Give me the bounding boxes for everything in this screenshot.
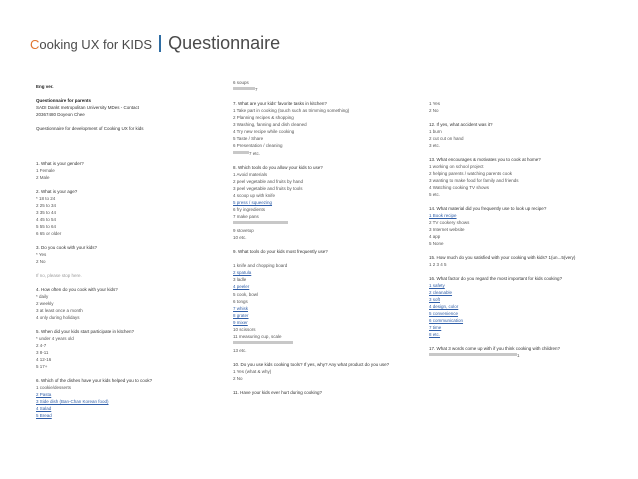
questionnaire-line: 13. What encourages & motivates you to cook at home? <box>429 157 541 162</box>
questionnaire-line: 7 <box>233 87 258 93</box>
questionnaire-line: 9 mixer <box>233 319 248 325</box>
questionnaire-line: 2. What is your age? <box>36 189 78 194</box>
questionnaire-line: 1 Book recipe <box>429 213 457 218</box>
questionnaire-line: 1 Avoid materials <box>233 171 268 177</box>
questionnaire-line: 6 Presentation / cleaning <box>233 143 283 149</box>
questionnaire-line: 3 wanting to make food for family and friends <box>429 178 519 183</box>
questionnaire-line: 1 Female <box>36 168 55 173</box>
questionnaire-line: 10 etc. <box>233 235 247 241</box>
brand-initial: C <box>30 37 40 52</box>
questionnaire-line: Questionnaire for development of Cooking UX for kids <box>36 126 144 131</box>
questionnaire-line: Questionnaire for parents <box>36 98 92 103</box>
questionnaire-line: Eng ver. <box>36 84 54 89</box>
questionnaire-line: 1 2 3 4 5 <box>429 262 447 267</box>
questionnaire-line: 3 Washing, fanning and dish cleaned <box>233 122 307 128</box>
questionnaire-line: 4 design, color <box>429 304 459 309</box>
questionnaire-line: 2 weekly <box>36 301 54 306</box>
questionnaire-line: 6 tongs <box>233 298 248 304</box>
questionnaire-line: 10. Do you use kids cooking tools? If yes, why? Any what product do you use? <box>233 362 390 367</box>
questionnaire-line: 4 only during holidays <box>36 315 80 320</box>
questionnaire-line: 1. What is your gender? <box>36 161 84 166</box>
questionnaire-line <box>233 341 293 347</box>
questionnaire-line: 4 Try new recipe while cooking <box>233 129 295 135</box>
questionnaire-line: 2 cut cut on hand <box>429 136 464 141</box>
questionnaire-line: 1 <box>429 353 520 359</box>
questionnaire-line: If no, please stop here. <box>36 273 82 278</box>
questionnaire-line: 4 Watching cooking TV shows <box>429 185 490 190</box>
questionnaire-line: 14. What material did you frequently use to look up recipe? <box>429 206 547 211</box>
questionnaire-line: * 18 to 24 <box>36 196 56 201</box>
questionnaire-line: 7 etc. <box>233 151 260 157</box>
questionnaire-line: 6 soups <box>233 80 249 85</box>
questionnaire-line: * daily <box>36 294 49 299</box>
questionnaire-line: 17. What 3 words come up with if you think cooking with children? <box>429 346 561 351</box>
questionnaire-line: 5 cook, bowl <box>233 291 259 297</box>
questionnaire-line: 5 press / squeezing <box>233 199 273 205</box>
questionnaire-line: 4 Salad <box>36 406 52 411</box>
questionnaire-line: 5 55 to 64 <box>36 224 57 229</box>
questionnaire-line: 1 knife and chopping board <box>233 263 288 269</box>
questionnaire-line: 3 Side dish (Ban-Chan Korean food) <box>36 399 109 404</box>
slide-header <box>30 33 280 59</box>
questionnaire-line: 7 whisk <box>233 305 249 311</box>
questionnaire-line: 13 etc. <box>233 347 247 353</box>
questionnaire-line: 3 etc. <box>429 143 441 148</box>
questionnaire-line <box>233 221 288 227</box>
questionnaire-line: 2 TV cookery shows <box>429 220 470 225</box>
questionnaire-line: 3. Do you cook with your kids? <box>36 245 98 250</box>
questionnaire-line: 6. Which of the dishes have your kids helped you to cook? <box>36 378 153 383</box>
questionnaire-line: 8 grater <box>233 312 249 318</box>
questionnaire-line: 20367480 Doyeon Chee <box>36 112 85 117</box>
questionnaire-line: 7. What are your kids' favorite tasks in kitchen? <box>233 101 327 107</box>
questionnaire-line: 11. Have your kids ever hurt during cooking? <box>233 390 322 396</box>
questionnaire-line: 1 Yes (what & why) <box>233 369 272 375</box>
questionnaire-line: 1 cookie/desserts <box>36 385 72 390</box>
questionnaire-line: 6 communication <box>429 318 464 323</box>
questionnaire-line: 5 etc. <box>429 192 441 197</box>
questionnaire-line: 7 time <box>429 325 442 330</box>
questionnaire-line: 9 stovetop <box>233 228 254 234</box>
questionnaire-line: 5. When did your kids start participate in kitchen? <box>36 329 135 334</box>
questionnaire-line: 3 ladle <box>233 277 247 283</box>
questionnaire-line: 5 17+ <box>36 364 48 369</box>
questionnaire-line: 4 scoop up with knife <box>233 192 276 198</box>
questionnaire-line: 2 25 to 34 <box>36 203 57 208</box>
questionnaire-line: 5 Bread <box>36 413 52 418</box>
questionnaire-line: 8 etc. <box>429 332 441 337</box>
questionnaire-line: * Yes <box>36 252 47 257</box>
questionnaire-line: 8. Which tools do you allow your kids to use? <box>233 164 323 170</box>
questionnaire-line: 3 Internet website <box>429 227 465 232</box>
questionnaire-line: 3 soft <box>429 297 441 302</box>
questionnaire-line: 15. How much do you satisfied with your cooking with kids? 1(un...5(very) <box>429 255 576 260</box>
questionnaire-line: 1 Take part in cooking (touch such as trimming something) <box>233 108 350 114</box>
questionnaire-line: SADI Dankt metropolitan University MDes - Contact <box>36 105 140 110</box>
questionnaire-line: 2 cleanable <box>429 290 453 295</box>
questionnaire-line: 10 scissors <box>233 326 256 332</box>
questionnaire-line: 2 Planning recipes & shopping <box>233 115 294 121</box>
brand-name: ooking UX for KIDS <box>39 37 153 52</box>
questionnaire-line: 4 45 to 54 <box>36 217 57 222</box>
questionnaire-line: 11 measuring cup, scale <box>233 333 282 339</box>
questionnaire-line: 1 safety <box>429 283 445 288</box>
questionnaire-line: 9. What tools do your kids most frequently use? <box>233 249 328 255</box>
questionnaire-line: 2 No <box>36 259 46 264</box>
questionnaire-line: 16. What factor do you regard the most important for kids cooking? <box>429 276 563 281</box>
questionnaire-line: 2 No <box>429 108 439 113</box>
questionnaire-line: 2 No <box>233 376 243 382</box>
questionnaire-line: 5 Taste / Share <box>233 136 264 142</box>
questionnaire-line: 3 35 to 44 <box>36 210 57 215</box>
questionnaire-line: 1 burn <box>429 129 442 134</box>
questionnaire-line: 2 Male <box>36 175 50 180</box>
questionnaire-line: 2 spatula <box>233 270 252 276</box>
questionnaire-line: 4 12-16 <box>36 357 52 362</box>
questionnaire-line: 5 convenience <box>429 311 459 316</box>
questionnaire-line: 3 peel vegetable and fruits by tools <box>233 185 303 191</box>
questionnaire-line: 2 helping parents / watching parents cook <box>429 171 513 176</box>
questionnaire-line: 7 make pans <box>233 213 259 219</box>
questionnaire-line: 6 65 or older <box>36 231 62 236</box>
questionnaire-line: 1 Yes <box>429 101 441 106</box>
questionnaire-line: 2 Pasta <box>36 392 52 397</box>
questionnaire-line: 3 at least once a month <box>36 308 83 313</box>
questionnaire-line: 6 fry ingredients <box>233 206 266 212</box>
questionnaire-line: 3 8-11 <box>36 350 49 355</box>
questionnaire-line: 4 peeler <box>233 284 250 290</box>
questionnaire-line: 2 4-7 <box>36 343 47 348</box>
questionnaire-line: 5 None <box>429 241 444 246</box>
questionnaire-line: 12. If yes, what accident was it? <box>429 122 493 127</box>
questionnaire-line: 4 app <box>429 234 441 239</box>
questionnaire-line: 4. How often do you cook with your kids? <box>36 287 118 292</box>
page-title: Questionnaire <box>168 33 281 53</box>
questionnaire-line: 2 peel vegetable and fruits by hand <box>233 178 304 184</box>
header-divider <box>159 35 161 52</box>
questionnaire-line: * under 4 years old <box>36 336 74 341</box>
questionnaire-line: 1 working on school project <box>429 164 484 169</box>
